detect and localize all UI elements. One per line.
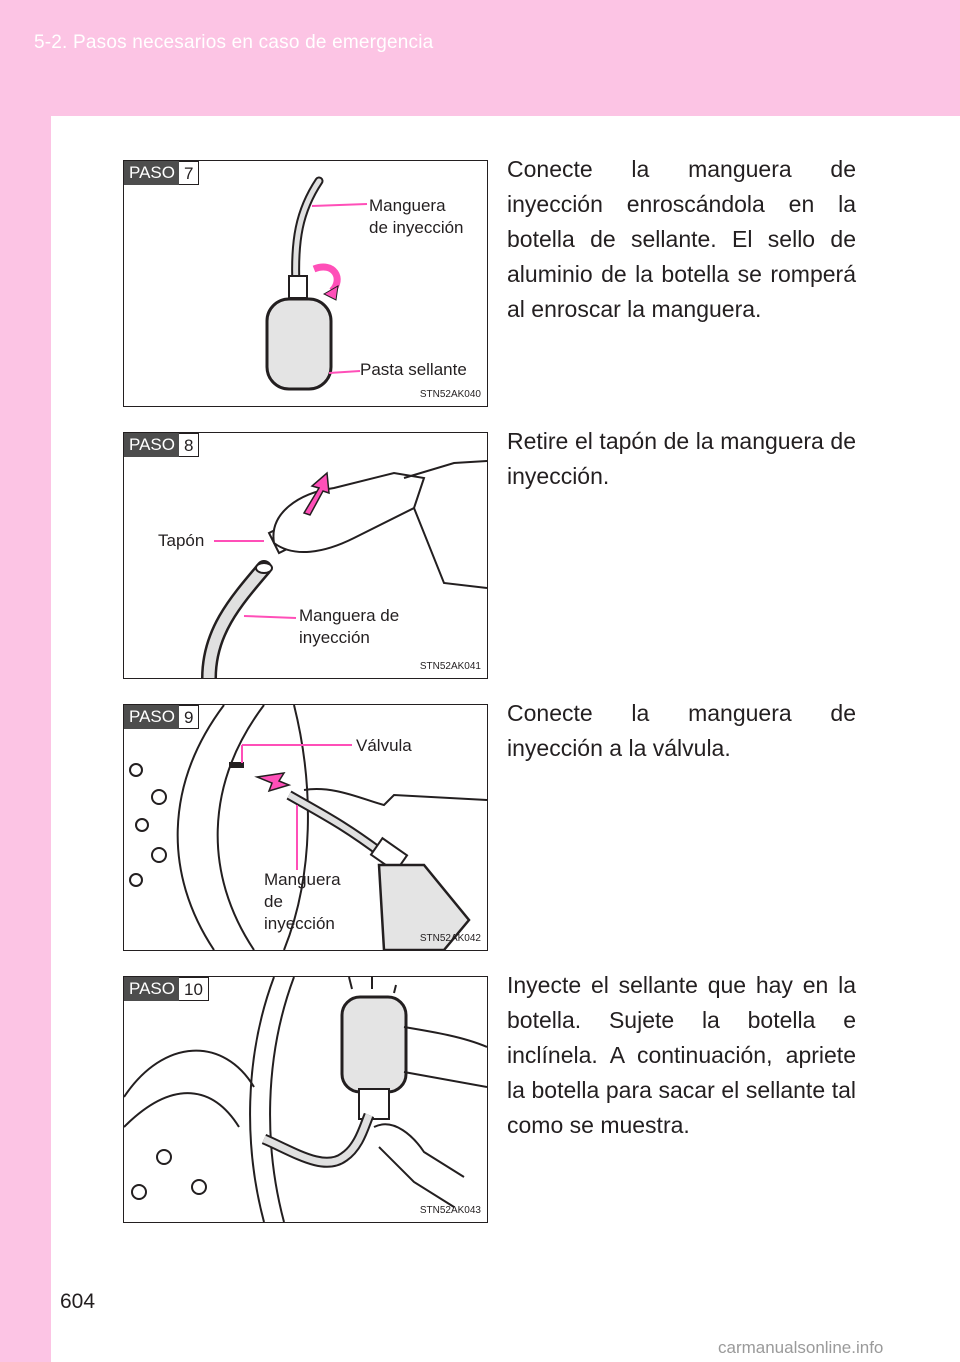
watermark: carmanualsonline.info	[718, 1338, 884, 1357]
side-margin-band	[0, 116, 51, 1362]
section-title: 5-2. Pasos necesarios en caso de emergencia	[34, 32, 434, 53]
sealant-paste-callout: Pasta sellante	[360, 360, 467, 379]
paso-badge	[124, 161, 199, 185]
step-10-text: Inyecte el sellante que hay en la botella. Sujete la botella e inclínela. A continuación, apriete la botella para sacar el sellante tal como se muestra.	[507, 972, 856, 1138]
injection-hose-callout: Manguera de inyección	[264, 870, 341, 933]
step-8-text: Retire el tapón de la manguera de inyección.	[507, 428, 856, 489]
paso-badge	[124, 433, 199, 457]
header-band	[0, 0, 960, 116]
paso-label: PASO	[124, 977, 179, 1001]
page-number: 604	[60, 1290, 96, 1313]
paso-label: PASO	[124, 161, 179, 185]
paso-number: 7	[179, 161, 199, 185]
figure-code: STN52AK041	[419, 661, 481, 672]
figure-code: STN52AK043	[419, 1205, 481, 1216]
step-9-figure	[123, 704, 488, 951]
step-7-text: Conecte la manguera de inyección enroscándola en la botella de sellante. El sello de aluminio de la botella se romperá al enroscar la manguera.	[507, 156, 856, 322]
paso-number: 8	[179, 433, 199, 457]
paso-number: 9	[179, 705, 199, 729]
paso-label: PASO	[124, 705, 179, 729]
paso-number: 10	[179, 977, 209, 1001]
paso-label: PASO	[124, 433, 179, 457]
figure-code: STN52AK042	[419, 933, 481, 944]
injection-hose-callout: Manguera de inyección	[299, 606, 400, 647]
paso-badge	[124, 977, 209, 1001]
step-9-text: Conecte la manguera de inyección a la válvula.	[507, 700, 856, 761]
step-7-figure	[123, 160, 488, 407]
injection-hose-callout: Manguera de inyección	[369, 196, 464, 237]
paso-badge	[124, 705, 199, 729]
step-8-figure	[123, 432, 488, 679]
cap-callout: Tapón	[158, 531, 205, 550]
sealant-injection-illustration	[124, 977, 487, 1222]
valve-callout: Válvula	[356, 736, 412, 755]
step-10-figure	[123, 976, 488, 1223]
figure-code: STN52AK040	[419, 389, 481, 400]
